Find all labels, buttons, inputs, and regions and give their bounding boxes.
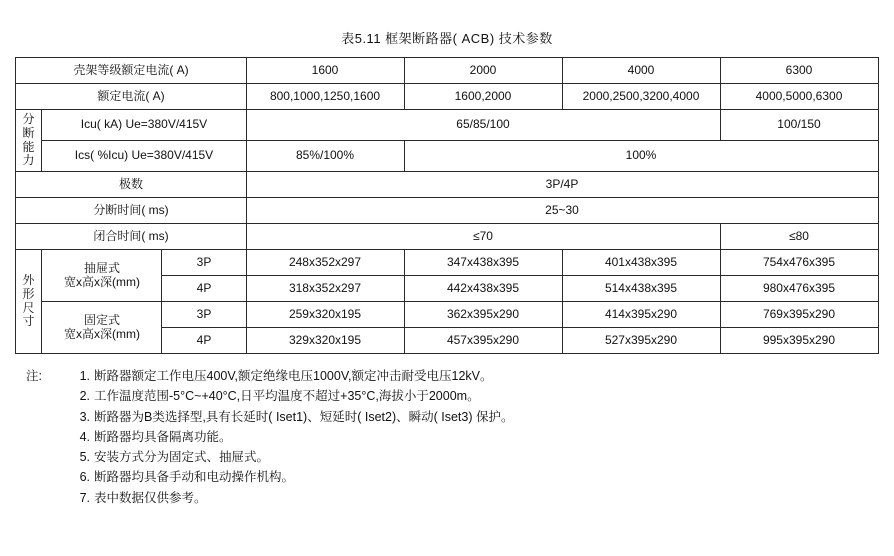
- cell: 4000,5000,6300: [720, 84, 878, 110]
- cell: ≤80: [720, 224, 878, 250]
- spec-table: [15, 57, 878, 354]
- row-label: Icu( kA) Ue=380V/415V: [42, 110, 246, 141]
- note-item: [26, 447, 894, 467]
- cell: 414x395x290: [562, 302, 720, 328]
- note-spacer: [26, 447, 66, 467]
- cell: 248x352x297: [246, 250, 404, 276]
- cell: 329x320x195: [246, 328, 404, 354]
- cell: 401x438x395: [562, 250, 720, 276]
- dim-type-label: 固定式 宽x高x深(mm): [42, 302, 162, 354]
- cell: 65/85/100: [246, 110, 720, 141]
- note-spacer: [26, 407, 66, 427]
- cell: 995x395x290: [720, 328, 878, 354]
- notes-block: [26, 366, 894, 508]
- row-label: Ics( %Icu) Ue=380V/415V: [42, 141, 246, 172]
- note-number: 7.: [79, 490, 90, 505]
- cell: 100/150: [720, 110, 878, 141]
- cell: 3P/4P: [246, 172, 878, 198]
- cell: 527x395x290: [562, 328, 720, 354]
- cell: ≤70: [246, 224, 720, 250]
- cell: 769x395x290: [720, 302, 878, 328]
- note-number: 2.: [79, 389, 90, 404]
- note-spacer: [26, 488, 66, 508]
- note-number: 5.: [79, 450, 90, 465]
- table-row: [16, 58, 878, 84]
- cell: 347x438x395: [404, 250, 562, 276]
- note-number: 3.: [79, 409, 90, 424]
- row-label: 壳架等级额定电流( A): [16, 58, 246, 84]
- note-item: [26, 427, 894, 447]
- cell: 259x320x195: [246, 302, 404, 328]
- table-row: [16, 110, 878, 141]
- note-text: 断路器均具备手动和电动操作机构。: [94, 470, 295, 485]
- cell: 4000: [562, 58, 720, 84]
- cell: 980x476x395: [720, 276, 878, 302]
- cell: 85%/100%: [246, 141, 404, 172]
- note-text: 工作温度范围-5°C~+40°C,日平均温度不超过+35°C,海拔小于2000m。: [94, 389, 480, 404]
- note-item: [26, 366, 894, 386]
- note-item: [26, 488, 894, 508]
- dim-poles: 3P: [162, 250, 246, 276]
- cell: 514x438x395: [562, 276, 720, 302]
- note-text: 断路器额定工作电压400V,额定绝缘电压1000V,额定冲击耐受电压12kV。: [94, 369, 493, 384]
- table-row: [16, 84, 878, 110]
- note-text: 表中数据仅供参考。: [94, 490, 207, 505]
- note-spacer: [26, 467, 66, 487]
- dim-poles: 4P: [162, 328, 246, 354]
- cell: 6300: [720, 58, 878, 84]
- dim-poles: 4P: [162, 276, 246, 302]
- table-row: [16, 141, 878, 172]
- row-label: 闭合时间( ms): [16, 224, 246, 250]
- table-row: [16, 198, 878, 224]
- dim-poles: 3P: [162, 302, 246, 328]
- note-spacer: [26, 427, 66, 447]
- note-number: 1.: [79, 369, 90, 384]
- table-row: [16, 302, 878, 328]
- note-item: [26, 386, 894, 406]
- cell: 362x395x290: [404, 302, 562, 328]
- notes-lead: 注:: [26, 369, 42, 384]
- cell: 1600,2000: [404, 84, 562, 110]
- note-item: [26, 467, 894, 487]
- note-number: 4.: [79, 429, 90, 444]
- dim-type-label: 抽屉式 宽x高x深(mm): [42, 250, 162, 302]
- row-label: 额定电流( A): [16, 84, 246, 110]
- group-label-breaking-capacity: 分 断 能 力: [16, 110, 42, 172]
- cell: 442x438x395: [404, 276, 562, 302]
- table-row: [16, 224, 878, 250]
- note-text: 断路器为B类选择型,具有长延时( Iset1)、短延时( Iset2)、瞬动( Iset3) 保护。: [94, 409, 514, 424]
- note-text: 断路器均具备隔离功能。: [94, 429, 232, 444]
- cell: 100%: [404, 141, 878, 172]
- row-label: 极数: [16, 172, 246, 198]
- document-page: [0, 28, 894, 556]
- cell: 2000: [404, 58, 562, 84]
- table-caption: 表5.11 框架断路器( ACB) 技术参数: [341, 31, 553, 46]
- cell: 800,1000,1250,1600: [246, 84, 404, 110]
- note-item: [26, 407, 894, 427]
- cell: 754x476x395: [720, 250, 878, 276]
- note-text: 安装方式分为固定式、抽屉式。: [94, 450, 270, 465]
- cell: 318x352x297: [246, 276, 404, 302]
- note-number: 6.: [79, 470, 90, 485]
- table-row: [16, 172, 878, 198]
- cell: 1600: [246, 58, 404, 84]
- cell: 457x395x290: [404, 328, 562, 354]
- note-spacer: [26, 386, 66, 406]
- row-label: 分断时间( ms): [16, 198, 246, 224]
- table-row: [16, 250, 878, 276]
- cell: 25~30: [246, 198, 878, 224]
- group-label-dimensions: 外 形 尺 寸: [16, 250, 42, 354]
- cell: 2000,2500,3200,4000: [562, 84, 720, 110]
